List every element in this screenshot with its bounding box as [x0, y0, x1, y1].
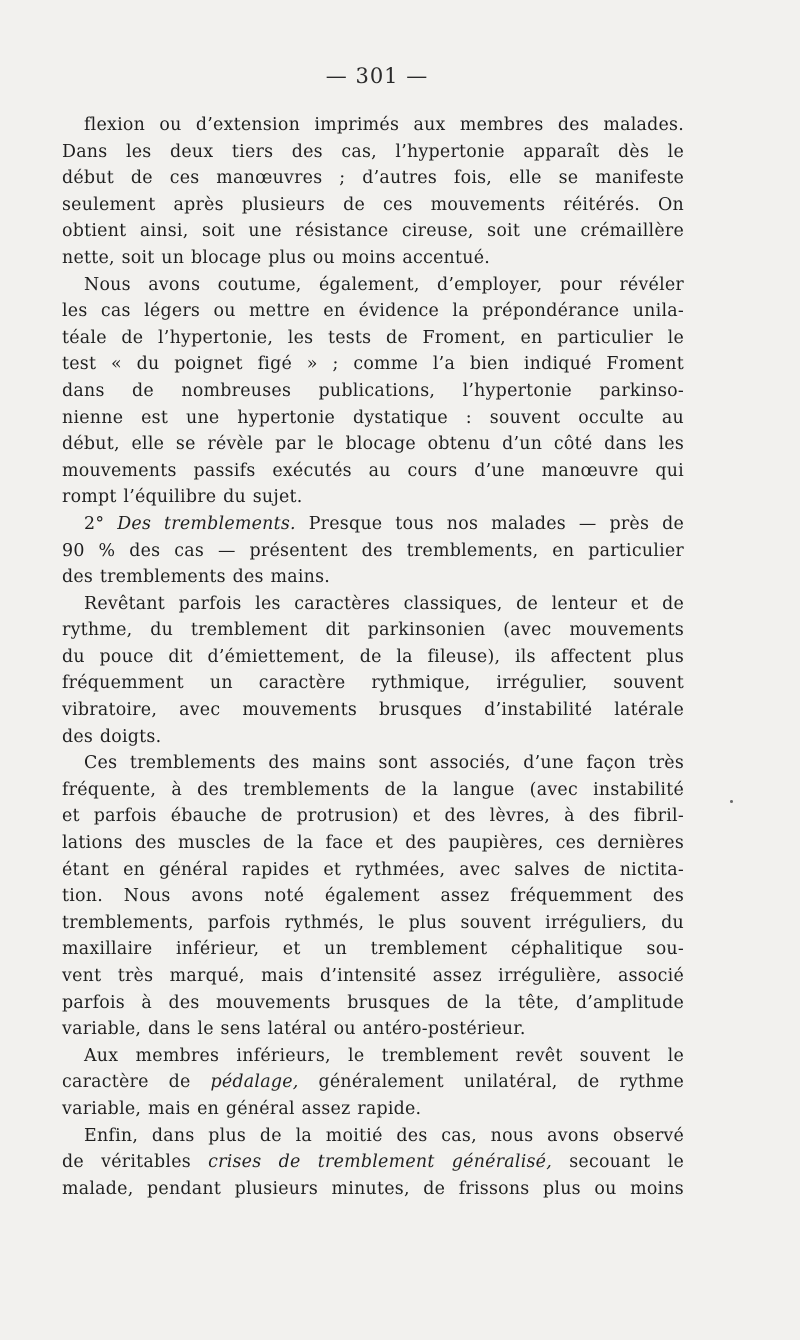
text-line: vent très marqué, mais d’intensité assez irrégulière, associé: [62, 966, 684, 986]
text-line: obtient ainsi, soit une résistance cireuse, soit une crémaillère: [62, 221, 684, 242]
text-line: lations des muscles de la face et des paupières, ces dernières: [62, 833, 684, 854]
text-line: Ces tremblements des mains sont associés, d’une façon très: [84, 753, 684, 774]
text-line: téale de l’hypertonie, les tests de Froment, en particulier le: [62, 327, 684, 348]
text-line: tion. Nous avons noté également assez fréquemment des: [62, 886, 684, 907]
paragraph: [62, 591, 684, 751]
paragraph: [62, 112, 684, 272]
text-line: Dans les deux tiers des cas, l’hypertonie apparaît dès le: [62, 141, 684, 162]
text-line: des tremblements des mains.: [62, 567, 331, 588]
text-line: début, elle se révèle par le blocage obtenu d’un côté dans les: [62, 434, 684, 455]
text-line: mouvements passifs exécutés au cours d’une manœuvre qui: [62, 460, 684, 481]
text-line: 90 % des cas — présentent des tremblements, en particulier: [62, 540, 684, 561]
text-line: Enfin, dans plus de la moitié des cas, nous avons observé: [84, 1125, 684, 1146]
text-run: de véritables: [62, 1152, 209, 1173]
paragraph: [62, 1123, 684, 1203]
text-line: parfois à des mouvements brusques de la tête, d’amplitude: [62, 992, 684, 1013]
book-page: [62, 62, 684, 1202]
italic-text-run: pédalage,: [210, 1072, 299, 1093]
text-line: début de ces manœuvres ; d’autres fois, elle se manifeste: [62, 168, 684, 189]
text-line: [62, 511, 684, 538]
body-text: [62, 112, 684, 1202]
italic-text-run: Des tremblements.: [117, 513, 296, 534]
text-line: maxillaire inférieur, et un tremblement céphalitique sou-: [62, 939, 684, 960]
text-line: fréquemment un caractère rythmique, irrégulier, souvent: [62, 673, 684, 694]
text-line: fréquente, à des tremblements de la langue (avec instabilité: [62, 779, 684, 800]
text-line: étant en général rapides et rythmées, avec salves de nictita-: [62, 859, 684, 880]
text-line: [62, 1069, 684, 1096]
paragraph: [62, 511, 684, 591]
text-line: rythme, du tremblement dit parkinsonien (avec mouvements: [62, 620, 684, 641]
text-line: rompt l’équilibre du sujet.: [62, 487, 303, 508]
text-run: secouant le: [552, 1152, 685, 1173]
text-line: Nous avons coutume, également, d’employer, pour révéler: [84, 274, 684, 295]
text-line: dans de nombreuses publications, l’hypertonie parkinso-: [62, 380, 684, 401]
text-run: 2°: [84, 513, 118, 534]
paragraph: [62, 750, 684, 1043]
text-line: test « du poignet figé » ; comme l’a bien indiqué Froment: [62, 354, 684, 375]
text-line: [62, 1149, 684, 1176]
paragraph: [62, 1043, 684, 1123]
paragraph: [62, 272, 684, 511]
text-line: variable, dans le sens latéral ou antéro-postérieur.: [62, 1019, 526, 1040]
text-line: nette, soit un blocage plus ou moins accentué.: [62, 247, 491, 268]
text-line: flexion ou d’extension imprimés aux membres des malades.: [84, 115, 684, 135]
text-line: du pouce dit d’émiettement, de la fileuse), ils affectent plus: [62, 646, 684, 667]
text-line: vibratoire, avec mouvements brusques d’instabilité latérale: [62, 700, 684, 721]
text-line: des doigts.: [62, 726, 162, 747]
text-run: caractère de: [62, 1072, 211, 1093]
text-line: seulement après plusieurs de ces mouvements réitérés. On: [62, 194, 684, 215]
italic-text-run: crises de tremblement généralisé,: [208, 1152, 553, 1173]
text-run: Presque tous nos malades — près de: [295, 513, 684, 534]
text-line: et parfois ébauche de protrusion) et des lèvres, à des fibril-: [62, 806, 684, 827]
text-line: nienne est une hypertonie dystatique : souvent occulte au: [62, 407, 684, 428]
text-line: les cas légers ou mettre en évidence la prépondérance unila-: [62, 301, 684, 322]
text-line: variable, mais en général assez rapide.: [62, 1098, 422, 1119]
text-line: malade, pendant plusieurs minutes, de frissons plus ou moins: [62, 1178, 684, 1199]
text-run: généralement unilatéral, de rythme: [298, 1072, 684, 1093]
text-line: Aux membres inférieurs, le tremblement revêt souvent le: [84, 1045, 684, 1066]
text-line: Revêtant parfois les caractères classiques, de lenteur et de: [84, 593, 684, 614]
speck-mark: [730, 800, 733, 803]
page-number: — 301 —: [325, 64, 429, 88]
text-line: tremblements, parfois rythmés, le plus souvent irréguliers, du: [62, 912, 684, 933]
